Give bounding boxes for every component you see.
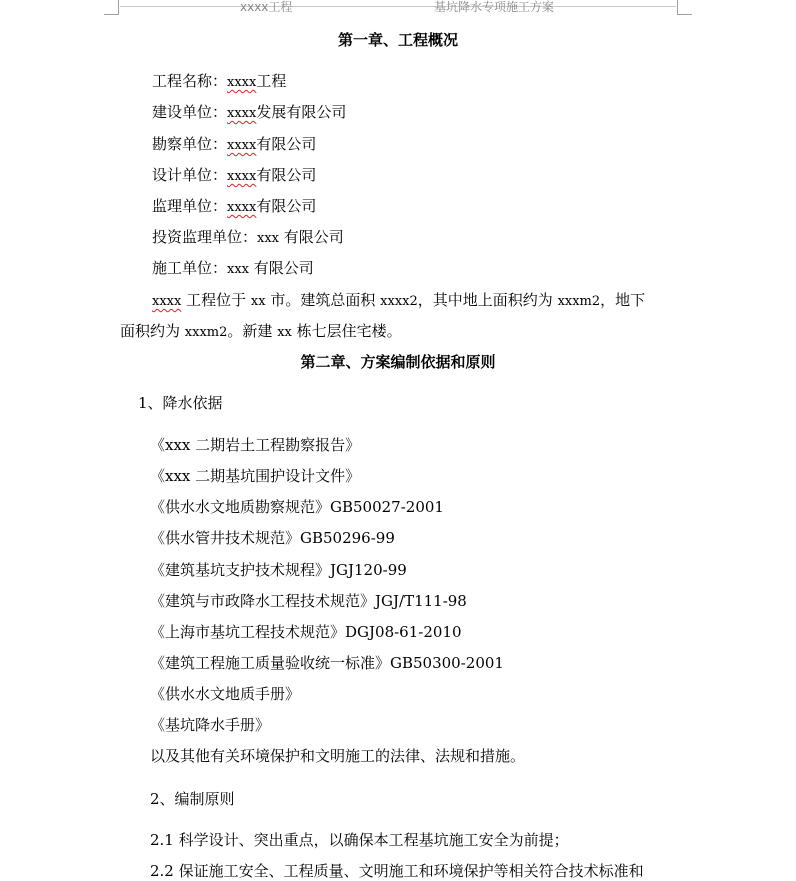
principle-item: 2.2 保证施工安全、工程质量、文明施工和环境保护等相关符合技术标准和	[150, 862, 644, 880]
construct-value: xxx	[227, 262, 250, 277]
builder-label: 建设单位：	[152, 103, 228, 121]
project-name-suffix: 工程	[256, 72, 287, 90]
chapter2-title: 第二章、方案编制依据和原则	[300, 353, 496, 371]
desc-token: xxxx2	[380, 294, 418, 309]
reference-item: 《建筑工程施工质量验收统一标准》GB50300-2001	[150, 654, 504, 672]
section-heading: 2、编制原则	[150, 790, 235, 808]
supervise-suffix: 有限公司	[256, 197, 317, 215]
supervise-line	[152, 195, 316, 216]
survey-suffix: 有限公司	[256, 135, 317, 153]
invest-label: 投资监理单位：	[152, 228, 258, 246]
supervise-value: xxxx	[227, 200, 257, 215]
design-label: 设计单位：	[152, 166, 228, 184]
corner-crop-mark	[677, 0, 692, 15]
survey-line	[152, 133, 316, 154]
running-header	[120, 0, 676, 14]
principle-item: 2.1 科学设计、突出重点，以确保本工程基坑施工安全为前提；	[150, 831, 569, 849]
section-heading: 1、降水依据	[138, 394, 223, 412]
desc-token: ，其中地上面积约为	[417, 291, 553, 309]
description-line-1	[152, 289, 645, 310]
header-right-text: 基坑降水专项施工方案	[433, 0, 554, 14]
project-name-value: xxxx	[227, 75, 257, 90]
desc-token: 栋七层住宅楼。	[296, 322, 402, 340]
builder-value: xxxx	[227, 106, 257, 121]
desc-token: 面积约为	[120, 322, 181, 340]
reference-item: 《建筑基坑支护技术规程》JGJ120-99	[150, 561, 407, 579]
chapter1-title: 第一章、工程概况	[337, 31, 458, 49]
project-name-line	[152, 70, 286, 91]
desc-token: xx	[250, 294, 266, 309]
survey-value: xxxx	[227, 138, 257, 153]
builder-suffix: 发展有限公司	[256, 103, 347, 121]
reference-item: 《供水水文地质勘察规范》GB50027-2001	[150, 498, 444, 516]
design-value: xxxx	[227, 169, 257, 184]
corner-crop-mark	[104, 0, 119, 15]
reference-item: 《xxx 二期基坑围护设计文件》	[150, 467, 361, 485]
reference-item: 《xxx 二期岩土工程勘察报告》	[150, 436, 361, 454]
header-left-text: xxxx工程	[240, 0, 293, 14]
desc-token: ，地下	[600, 291, 646, 309]
supervise-label: 监理单位：	[152, 197, 228, 215]
construct-suffix: 有限公司	[253, 259, 314, 277]
desc-token: xxxm2	[184, 325, 228, 340]
desc-token: xxxm2	[557, 294, 601, 309]
design-line	[152, 164, 316, 185]
description-line-2	[120, 320, 402, 341]
survey-label: 勘察单位：	[152, 135, 228, 153]
invest-suffix: 有限公司	[283, 228, 344, 246]
desc-token: 市。建筑总面积	[270, 291, 376, 309]
references-tail: 以及其他有关环境保护和文明施工的法律、法规和措施。	[150, 747, 526, 765]
invest-line	[152, 226, 344, 247]
invest-value: xxx	[257, 231, 280, 246]
reference-item: 《上海市基坑工程技术规范》DGJ08-61-2010	[150, 623, 462, 641]
reference-item: 《供水水文地质手册》	[150, 685, 301, 703]
construct-line	[152, 257, 314, 278]
desc-token: 工程位于	[186, 291, 247, 309]
desc-token: xxxx	[152, 294, 182, 309]
reference-item: 《基坑降水手册》	[150, 716, 271, 734]
desc-token: 。新建	[227, 322, 273, 340]
reference-item: 《供水管井技术规范》GB50296-99	[150, 529, 395, 547]
construct-label: 施工单位：	[152, 259, 228, 277]
design-suffix: 有限公司	[256, 166, 317, 184]
desc-token: xx	[277, 325, 292, 340]
project-name-label: 工程名称：	[152, 72, 228, 90]
builder-line	[152, 101, 346, 122]
reference-item: 《建筑与市政降水工程技术规范》JGJ/T111-98	[150, 592, 467, 610]
